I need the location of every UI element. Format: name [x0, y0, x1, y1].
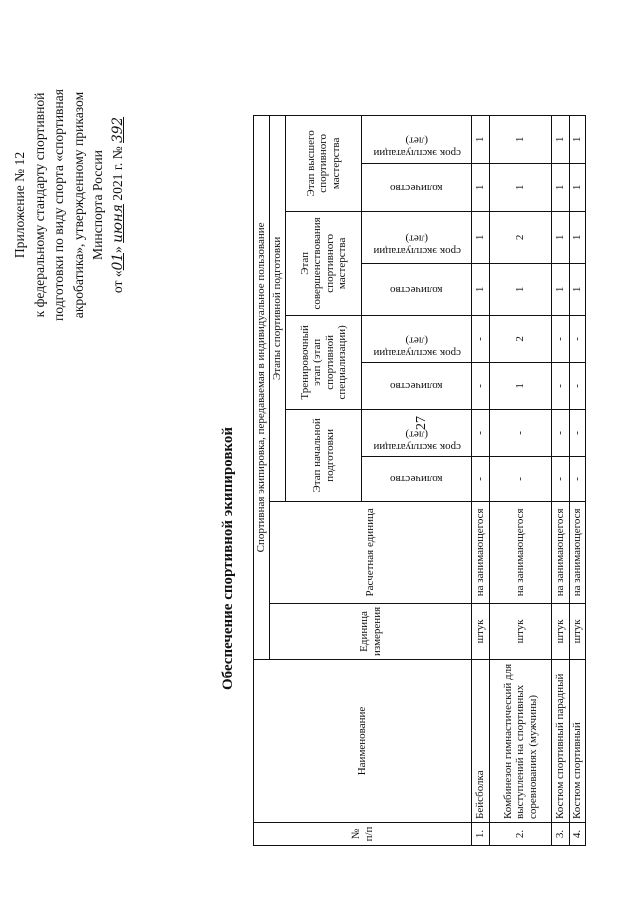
col-num-header: № п/п: [254, 823, 472, 846]
stage-header: Этап совершенствования спортивного мастерства: [286, 211, 362, 315]
cell-value: -: [552, 362, 570, 409]
cell-value: 1: [490, 362, 552, 409]
sub-term: срок эксплуатации (лет): [372, 428, 461, 453]
cell-value: -: [490, 409, 552, 456]
row-name: Костюм спортивный: [570, 660, 586, 823]
appendix-line: Минспорта России: [90, 150, 105, 260]
cell-value: 1: [570, 263, 586, 315]
row-calc: на занимающегося: [490, 501, 552, 603]
table-row: [570, 115, 586, 845]
row-name: Бейсболка: [472, 660, 490, 823]
row-unit: штук: [472, 603, 490, 659]
cell-value: -: [570, 315, 586, 362]
sub-qty: количество: [390, 181, 443, 194]
order-line: [108, 25, 129, 385]
col-calc-header: Расчетная единица: [270, 501, 472, 603]
sub-qty: количество: [390, 380, 443, 393]
order-mid: »: [109, 246, 125, 253]
col-name-header: Наименование: [254, 660, 472, 823]
row-unit: штук: [570, 603, 586, 659]
order-number: 392: [109, 116, 126, 143]
cell-value: -: [490, 456, 552, 501]
stage-header: Этап начальной подготовки: [286, 409, 362, 501]
row-num: 1.: [472, 823, 490, 846]
stage-header: Тренировочный этап (этап спортивной специализации): [286, 315, 362, 409]
sub-term: срок эксплуатации (лет): [372, 334, 461, 359]
row-unit: штук: [552, 603, 570, 659]
cell-value: 2: [490, 211, 552, 263]
cell-value: 1: [490, 263, 552, 315]
cell-value: 1: [570, 211, 586, 263]
cell-value: -: [472, 409, 490, 456]
appendix-line: подготовки по виду спорта «спортивная: [51, 89, 66, 321]
stage-header: Этап высшего спортивного мастерства: [286, 115, 362, 211]
document-title: Обеспечение спортивной экипировкой: [220, 426, 236, 690]
cell-value: -: [552, 409, 570, 456]
table-row: [472, 115, 490, 845]
cell-value: 1: [552, 115, 570, 163]
cell-value: 1: [472, 115, 490, 163]
cell-value: 1: [472, 211, 490, 263]
cell-value: -: [570, 409, 586, 456]
row-unit: штук: [490, 603, 552, 659]
cell-value: -: [472, 456, 490, 501]
sub-qty: количество: [390, 473, 443, 486]
cell-value: 1: [552, 263, 570, 315]
appendix-line: акробатика», утвержденному приказом: [70, 91, 86, 319]
cell-value: 1: [490, 115, 552, 163]
col-unit-header: Единица измерения: [270, 603, 472, 659]
cell-value: 1: [570, 115, 586, 163]
cell-value: 1: [472, 263, 490, 315]
row-calc: на занимающегося: [552, 501, 570, 603]
row-name: Костюм спортивный парадный: [552, 660, 570, 823]
row-num: 4.: [570, 823, 586, 846]
cell-value: -: [472, 362, 490, 409]
sub-qty: количество: [390, 283, 443, 296]
table-header-row: [254, 115, 270, 845]
page-number: 27: [414, 416, 429, 430]
cell-value: -: [472, 315, 490, 362]
cell-value: 1: [552, 211, 570, 263]
order-prefix: от «: [109, 270, 125, 294]
row-num: 3.: [552, 823, 570, 846]
cell-value: -: [570, 456, 586, 501]
cell-value: -: [552, 315, 570, 362]
order-month: июня: [109, 204, 126, 243]
appendix-line: Приложение № 12: [12, 151, 27, 259]
cell-value: 1: [552, 163, 570, 211]
header-top: Спортивная экипировка, передаваемая в индивидуальное пользование: [254, 115, 270, 659]
row-name: Комбинезон гимнастический для выступлений на спортивных соревнованиях (мужчины): [490, 660, 552, 823]
row-num: 2.: [490, 823, 552, 846]
table-row: [490, 115, 552, 845]
cell-value: 1: [472, 163, 490, 211]
equipment-table: [253, 115, 586, 846]
appendix-line: к федеральному стандарту спортивной: [31, 92, 47, 318]
cell-value: 1: [570, 163, 586, 211]
sub-term: срок эксплуатации (лет): [372, 232, 461, 258]
table-row: [552, 115, 570, 845]
appendix-header: [10, 25, 128, 385]
stages-header: Этапы спортивной подготовки: [270, 115, 286, 501]
cell-value: -: [570, 362, 586, 409]
row-calc: на занимающегося: [472, 501, 490, 603]
cell-value: 1: [490, 163, 552, 211]
order-year: 2021 г. №: [109, 146, 125, 201]
row-calc: на занимающегося: [570, 501, 586, 603]
order-day: 01: [109, 253, 126, 271]
cell-value: 2: [490, 315, 552, 362]
sub-term: срок эксплуатации (лет): [372, 134, 461, 160]
cell-value: -: [552, 456, 570, 501]
